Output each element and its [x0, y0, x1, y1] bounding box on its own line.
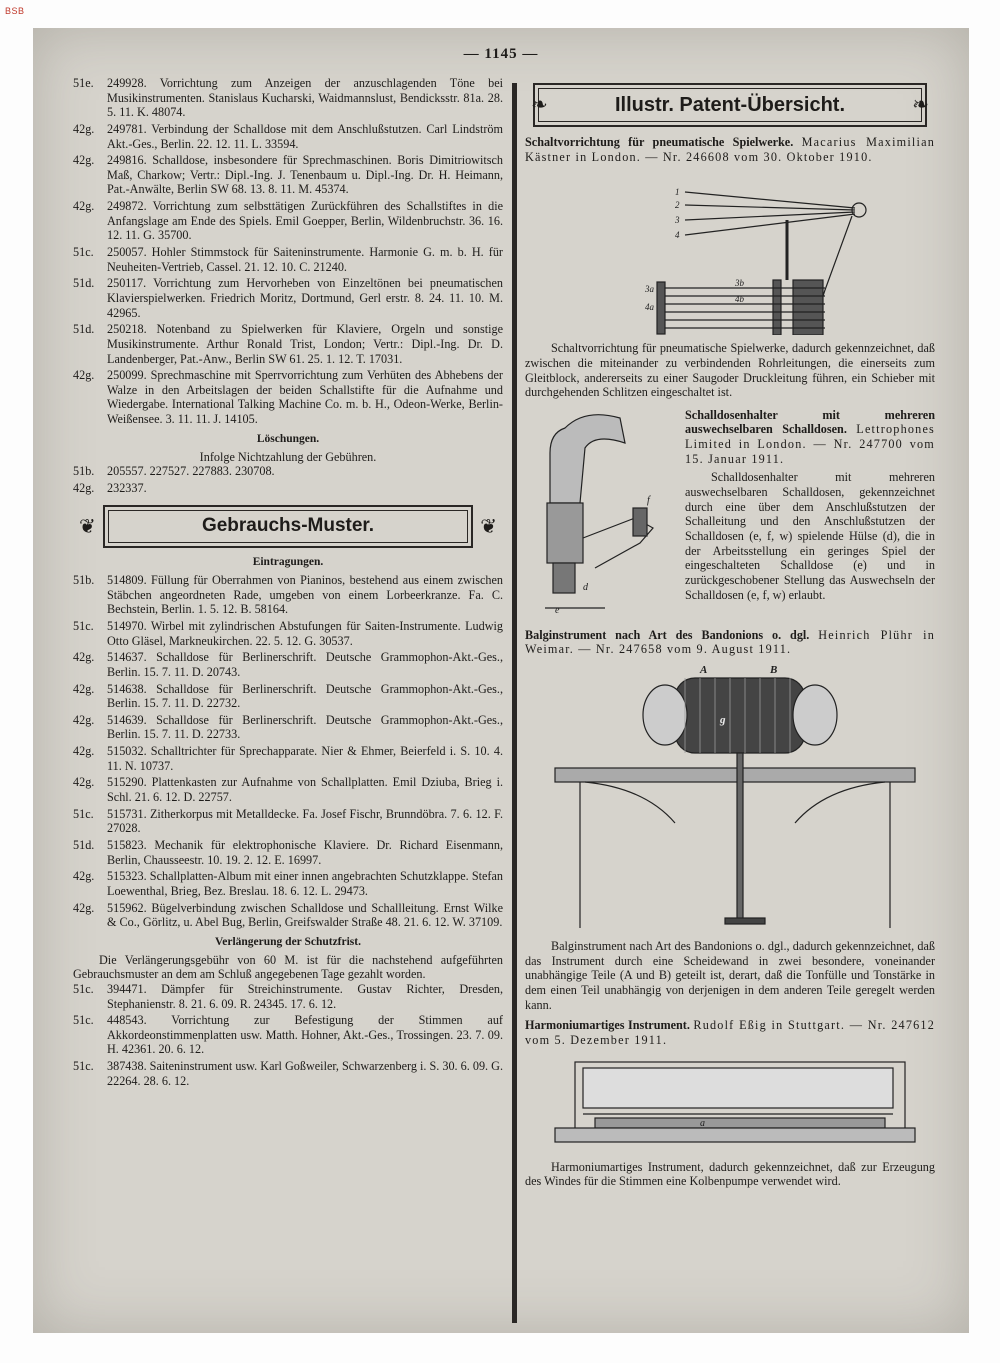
- schaltvorrichtung-drawing: [525, 170, 935, 335]
- gebrauchsmuster-entry: [73, 713, 503, 742]
- right-column: [525, 83, 935, 1189]
- patent-1-header-rest: Macarius Maximilian Kästner in London. — Nr. 246608 vom 30. Oktober 1910.: [525, 135, 935, 164]
- fig1-label-4b: 4b: [735, 294, 744, 305]
- entry-text: 515290. Plattenkasten zur Aufnahme von Schallplatten. Emil Dziuba, Brieg i. Schl. 21. 6. 12. D. 22757.: [107, 775, 503, 805]
- entry-text: 515323. Schallplatten-Album mit einer innen angebrachten Schutzklappe. Stefan Loewenthal, Brieg, Bez. Breslau. 18. 6. 12. L. 29473.: [107, 869, 503, 898]
- patent-class: 51c.: [73, 1059, 94, 1074]
- fig2-label-e: e: [555, 604, 560, 616]
- patent-2-header: [685, 408, 935, 467]
- gebrauchsmuster-entry: [73, 807, 503, 836]
- patent-entry: [73, 153, 503, 197]
- verlaengerung-list: [73, 982, 503, 1088]
- ornament-right-icon: ❧: [912, 94, 929, 116]
- patent-3-header: [525, 628, 935, 657]
- page-number: — 1145 —: [463, 46, 539, 62]
- fig1-label-3a: 3a: [645, 284, 654, 295]
- entry-text: 249816. Schalldose, insbesondere für Sprechmaschinen. Boris Dimitriowitsch Maß, Charkow; Vertr.: Dipl.-Ing. J. Tenenbaum u. Dipl.-Ing. Dr. H. Heimann, Pat.-Anwälte, Berlin SW 68. 13. 8. 11. M. 45374.: [107, 153, 503, 197]
- patent-class: 51c.: [73, 618, 94, 633]
- patent-1-caption: Schaltvorrichtung für pneumatische Spielwerke, dadurch gekennzeichnet, daß zwischen die miteinander zu verbindenden Rohrleitungen, die einerseits zum Gleitblock, andererseits zu einer Saugoder Druckleitung führen, ein Schieber mit durchgehenden Schlitzen eingeschaltet ist.: [525, 341, 935, 400]
- entry-text: 514809. Füllung für Oberrahmen von Pianinos, bestehend aus einem zwischen Stäbchen angeordneten Rade, umgeben von einem Lorbeerkranze. Fa. C. Bechstein, Berlin. 1. 5. 12. B. 58164.: [107, 573, 503, 617]
- loeschungen-list: [73, 464, 503, 495]
- patent-class: 51c.: [73, 806, 94, 821]
- patent-1-header: [525, 135, 935, 164]
- patent-class: 51c.: [73, 981, 94, 996]
- patent-4-figure: [525, 1054, 935, 1154]
- patent-class: 51d.: [73, 276, 95, 291]
- entry-text: 394471. Dämpfer für Streichinstrumente. Gustav Richter, Dresden, Stephanienstr. 8. 21. 6. 09. R. 24345. 17. 6. 12.: [107, 981, 503, 1011]
- patent-2-text: [685, 408, 935, 618]
- library-mark: BSB: [5, 6, 25, 16]
- patent-entry: [73, 199, 503, 243]
- patent-class: 51b.: [73, 573, 95, 588]
- patent-3-heading: Balginstrument nach Art des Bandonions o. dgl.: [525, 627, 810, 642]
- ornament-left-icon: ❦: [79, 515, 96, 538]
- entry-text: 448543. Vorrichtung zur Befestigung der Stimmen auf Akkordeonstimmenplatten usw. Matth. Hohner, Akt.-Ges., Trossingen. 23. 7. 09. H. 42361. 20. 6. 12.: [107, 1013, 503, 1057]
- patent-2-block: [525, 408, 935, 618]
- loeschung-entry: [73, 481, 503, 496]
- loeschungen-intro: Infolge Nichtzahlung der Gebühren.: [199, 449, 377, 464]
- fig1-label-4a: 4a: [645, 302, 654, 313]
- ornament-right-icon: ❦: [480, 515, 497, 538]
- entry-text: 515731. Zitherkorpus mit Metalldecke. Fa. Josef Fischr, Brunndöbra. 7. 6. 12. F. 27028.: [107, 806, 503, 836]
- fig1-label-4: 4: [675, 230, 680, 241]
- fig1-label-2: 2: [675, 200, 680, 211]
- patent-2-caption: Schalldosenhalter mit mehreren auswechselbaren Schalldosen, gekennzeichnet durch eine über dem Anschlußstutzen der Schalleitung und den Anschlußstutzen der Schalldosen (e, f, w) spielende Hülse (d), die in der Arbeitsstellung ein geringes Spiel der eingeschalteten Schalldose (e) und in zurückgeschobener Stellung das Auswechseln der Schalldosen (e, f, w) erlaubt.: [685, 470, 935, 602]
- patent-entry: [73, 76, 503, 120]
- patent-entry: [73, 122, 503, 151]
- harmonium-drawing: [525, 1054, 935, 1154]
- patent-uebersicht-title: Illustr. Patent-Übersicht.: [538, 88, 922, 122]
- patent-class: 51b.: [73, 464, 95, 479]
- patent-class: 51e.: [73, 76, 94, 90]
- patent-3-figure: [525, 663, 935, 933]
- gebrauchsmuster-entry: [73, 838, 503, 867]
- patent-class: 51c.: [73, 245, 94, 260]
- gebrauchsmuster-entry: [73, 869, 503, 898]
- patent-class: 51c.: [73, 1013, 94, 1028]
- entry-text: 250218. Notenband zu Spielwerken für Klaviere, Orgeln und sonstige Musikinstrumente. Arthur Ronald Trist, London; Vertr.: Dipl.-Ing. Dr. D. Landenberger, Pat.-Anw., Berlin SW 61. 25. 1. 12. T. 17031.: [107, 322, 503, 366]
- patent-class: 42g.: [73, 480, 95, 495]
- patent-class: 42g.: [73, 199, 95, 214]
- patent-1-figure: [525, 170, 935, 335]
- eintragungen-title: Eintragungen.: [252, 556, 324, 569]
- fig3-label-A: A: [700, 664, 708, 677]
- entry-text: 514637. Schalldose für Berlinerschrift. Deutsche Grammophon-Akt.-Ges., Berlin. 15. 7. 11. D. 20743.: [107, 650, 503, 679]
- patent-1-heading: Schaltvorrichtung für pneumatische Spielwerke.: [525, 135, 794, 149]
- gebrauchsmuster-entry: [73, 682, 503, 711]
- patent-class: 42g.: [73, 153, 95, 168]
- scanned-page: [33, 28, 969, 1333]
- entry-text: 250057. Hohler Stimmstock für Saiteninstrumente. Harmonie G. m. b. H. für Neuheiten-Vertrieb, Cassel. 21. 12. 10. C. 21240.: [107, 245, 503, 274]
- verlaengerung-title: Verlängerung der Schutzfrist.: [215, 935, 361, 948]
- patent-entries-list: [73, 76, 503, 427]
- entry-text: 514638. Schalldose für Berlinerschrift. Deutsche Grammophon-Akt.-Ges., Berlin. 15. 7. 11. D. 22732.: [107, 681, 503, 711]
- verlaengerung-entry: [73, 1059, 503, 1088]
- patent-class: 42g.: [73, 744, 95, 759]
- column-divider: [512, 83, 516, 1323]
- patent-4-header-rest: Rudolf Eßig in Stuttgart. — Nr. 247612 vom 5. Dezember 1911.: [525, 1018, 935, 1047]
- patent-entry: [73, 276, 503, 320]
- entry-text: 249781. Verbindung der Schalldose mit dem Anschlußstutzen. Carl Lindström Akt.-Ges., Berlin. 22. 12. 11. L. 33594.: [107, 121, 503, 151]
- entry-text: 515032. Schalltrichter für Sprechapparate. Nier & Ehmer, Beierfeld i. S. 10. 4. 11. N. 10737.: [107, 744, 503, 773]
- entry-text: 515962. Bügelverbindung zwischen Schalldose und Schallleitung. Ernst Wilke & Co., Görlitz, u. Abel Bug, Berlin, Greifswalder Straße 48. 21. 6. 12. W. 37109.: [107, 900, 503, 930]
- loeschungen-title: Löschungen.: [256, 432, 320, 445]
- entry-text: 515823. Mechanik für elektrophonische Klaviere. Dr. Richard Eisenmann, Berlin, Chausseestr. 10. 19. 2. 12. E. 16997.: [107, 837, 503, 867]
- entry-text: 249872. Vorrichtung zum selbsttätigen Zurückführen des Schallstiftes in die Anfangslage am Ende des Spiels. Emil Goepper, Berlin, Wildenbruchstr. 36. 16. 12. 11. G. 35700.: [107, 199, 503, 243]
- patent-2-heading: Schalldosenhalter mit mehreren auswechselbaren Schalldosen.: [685, 407, 935, 437]
- fig1-label-3: 3: [675, 215, 680, 226]
- patent-4-heading: Harmoniumartiges Instrument.: [525, 1018, 690, 1033]
- entry-text: 514970. Wirbel mit zylindrischen Abstufungen für Saiten-Instrumente. Ludwig Otto Gläsel, Markneukirchen. 22. 5. 12. G. 30537.: [107, 618, 503, 648]
- gebrauchsmuster-entry: [73, 744, 503, 773]
- patent-class: 42g.: [73, 900, 95, 915]
- patent-class: 51d.: [73, 837, 95, 852]
- patent-2-header-rest: Lettrophones Limited in London. — Nr. 247700 vom 15. Januar 1911.: [685, 422, 936, 466]
- patent-class: 51d.: [73, 322, 95, 337]
- gebrauchsmuster-entry: [73, 901, 503, 930]
- entry-text: 514639. Schalldose für Berlinerschrift. Deutsche Grammophon-Akt.-Ges., Berlin. 15. 7. 11. D. 22733.: [107, 712, 503, 742]
- entry-text: 250117. Vorrichtung zum Hervorheben von Einzeltönen bei pneumatischen Klavierspielwerken. Friedrich Moritz, Dortmund, Gerl erstr. 8. 24. 11. 10. M. 42965.: [107, 276, 503, 320]
- patent-class: 42g.: [73, 121, 95, 136]
- verlaengerung-entry: [73, 1013, 503, 1057]
- fig2-label-f: f: [647, 494, 650, 506]
- balginstrument-drawing: [525, 663, 935, 933]
- entry-text: 232337.: [107, 480, 147, 495]
- fig3-label-g: g: [720, 714, 726, 727]
- left-column: [73, 76, 503, 1090]
- ornament-left-icon: ❧: [531, 94, 548, 116]
- verlaengerung-entry: [73, 982, 503, 1011]
- fig4-label-a: a: [700, 1117, 705, 1129]
- gebrauchsmuster-banner: [79, 505, 497, 548]
- fig1-label-1: 1: [675, 187, 680, 198]
- entry-text: 387438. Saiteninstrument usw. Karl Goßweiler, Schwarzenberg i. S. 30. 6. 09. G. 22264. 28. 6. 12.: [107, 1059, 503, 1088]
- patent-uebersicht-banner: [533, 83, 927, 127]
- entry-text: 205557. 227527. 227883. 230708.: [107, 464, 275, 479]
- patent-3-header-rest: Heinrich Plühr in Weimar. — Nr. 247658 vom 9. August 1911.: [525, 627, 935, 657]
- fig1-label-3b: 3b: [735, 278, 744, 289]
- patent-class: 42g.: [73, 650, 95, 665]
- fig2-label-d: d: [583, 581, 588, 593]
- patent-class: 42g.: [73, 775, 95, 790]
- patent-3-caption: Balginstrument nach Art des Bandonions o. dgl., dadurch gekennzeichnet, daß das Instrument durch eine Scheidewand in zwei besondere, voneinander unabhängige Teile (A und B) geteilt ist, derart, daß die Tonfülle und Tonstärke in dem einen Teil unabhängig von derjenigen in dem anderen Teile geregelt werden kann.: [525, 939, 935, 1012]
- patent-class: 42g.: [73, 869, 95, 884]
- patent-class: 42g.: [73, 712, 95, 727]
- patent-4-caption: Harmoniumartiges Instrument, dadurch gekennzeichnet, daß zur Erzeugung des Windes für die Stimmen eine Kolbenpumpe verwendet wird.: [525, 1159, 935, 1189]
- patent-class: 42g.: [73, 681, 95, 696]
- gebrauchsmuster-entry: [73, 619, 503, 648]
- eintragungen-list: [73, 573, 503, 930]
- patent-entry: [73, 368, 503, 427]
- schalldosenhalter-drawing: [525, 408, 675, 618]
- patent-class: 42g.: [73, 368, 95, 383]
- gebrauchsmuster-entry: [73, 650, 503, 679]
- entry-text: 249928. Vorrichtung zum Anzeigen der anzuschlagenden Töne bei Musikinstrumenten. Stanislaus Kucharski, Waidmannslust, Bendicksstr. 81a. 28. 5. 11. K. 48074.: [107, 76, 503, 120]
- patent-entry: [73, 245, 503, 274]
- gebrauchsmuster-entry: [73, 775, 503, 804]
- verlaengerung-intro: Die Verlängerungsgebühr von 60 M. ist für die nachstehend aufgeführten Gebrauchsmuster an dem am Schluß angegebenen Tage gezahlt worden.: [73, 952, 503, 982]
- loeschung-entry: [73, 464, 503, 479]
- gebrauchsmuster-title: Gebrauchs-Muster.: [108, 510, 468, 543]
- patent-4-header: [525, 1018, 935, 1047]
- gebrauchsmuster-entry: [73, 573, 503, 617]
- patent-entry: [73, 322, 503, 366]
- entry-text: 250099. Sprechmaschine mit Sperrvorrichtung zum Verhüten des Abhebens der Walze in den Arbeitslagen der beiden Schallstifte für die Aufnahme und Wiedergabe. International Talking Machine Co. m. b. H., Odeon-Werke, Berlin-Weißensee. 3. 11. 11. J. 14105.: [107, 368, 503, 427]
- fig3-label-B: B: [770, 664, 778, 677]
